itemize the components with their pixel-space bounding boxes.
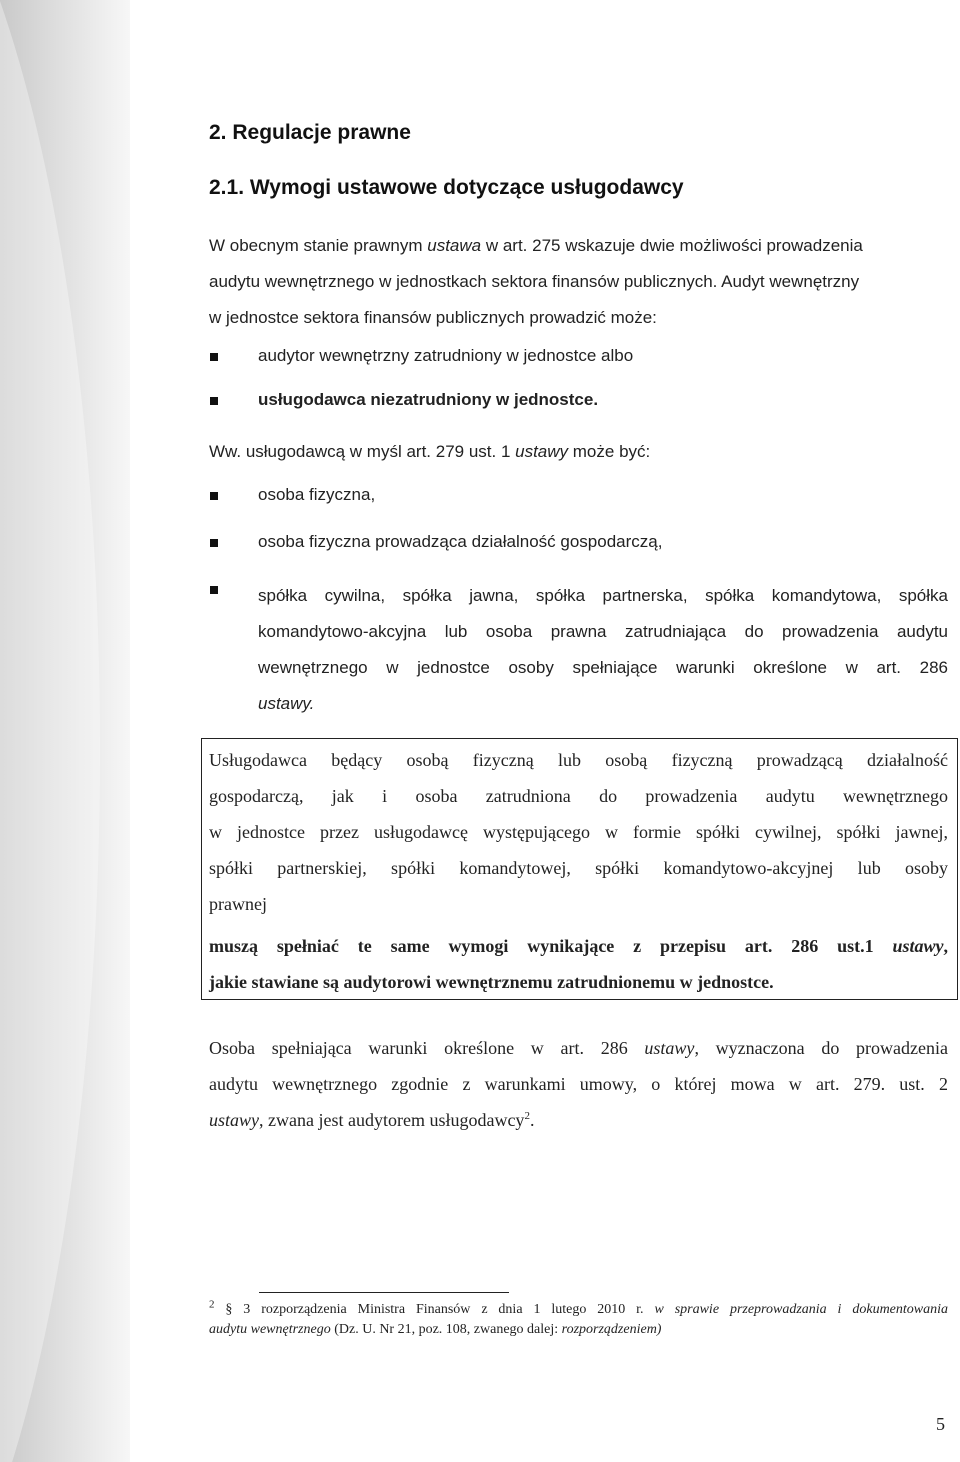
- highlight-box-text: Usługodawca będący osobą fizyczną lub osobą fizyczną prowadzącą działalność gospodarczą, jak i osoba zatrudniona do prowadzenia audytu wewnętrznego w jednostce przez usługodawcę występującego w formie spółki cywilnej, spółki jawnej, spółki partnerskiej, spółki komandytowej, spółki komandytowo-akcyjnej lub osoby prawnej muszą spełniać te same wymogi wynikające z przepisu art. 286 ust.1 ustawy, jakie stawiane są audytorowi wewnętrznemu zatrudnionemu w jednostce.: [209, 750, 948, 992]
- footnote-reference[interactable]: 2: [524, 1110, 530, 1122]
- bullet-marker: [210, 586, 218, 594]
- list-item: usługodawca niezatrudniony w jednostce.: [258, 390, 599, 409]
- intro-line-1: W obecnym stanie prawnym ustawa w art. 275 wskazuje dwie możliwości prowadzenia: [209, 236, 863, 255]
- bullet-marker: [210, 397, 218, 405]
- appointment-paragraph: Osoba spełniająca warunki określone w art. 286 ustawy, wyznaczona do prowadzenia audytu wewnętrznego zgodnie z warunkami umowy, o której mowa w art. 279. ust. 2 ustawy, zwana jest audytorem usługodawcy$^2$.: [209, 1038, 948, 1130]
- intro-line-3: w jednostce sektora finansów publicznych prowadzić może:: [209, 308, 657, 327]
- footnote: $^2$ § 3 rozporządzenia Ministra Finansów z dnia 1 lutego 2010 r. w sprawie przeprowadzania i dokumentowania audytu wewnętrznego (Dz. U. Nr 21, poz. 108, zwanego dalej: rozporządzeniem): [209, 1298, 949, 1337]
- list-item: osoba fizyczna,: [258, 485, 376, 504]
- footnote-separator: [259, 1292, 509, 1293]
- bullet-marker: [210, 492, 218, 500]
- bullet-marker: [210, 353, 218, 361]
- list-item: osoba fizyczna prowadząca działalność gospodarczą,: [258, 532, 663, 551]
- list-item: audytor wewnętrzny zatrudniony w jednostce albo: [258, 346, 634, 365]
- list-item: spółka cywilna, spółka jawna, spółka partnerska, spółka komandytowa, spółka komandytowo-akcyjna lub osoba prawna zatrudniająca do prowadzenia audytu wewnętrznego w jednostce osoby spełniające warunki określone w art. 286 ustawy.: [258, 586, 948, 713]
- intro-paragraph: [209, 228, 951, 336]
- subsection-heading: 2.1. Wymogi ustawowe dotyczące usługodawcy: [209, 176, 684, 199]
- page-number: 5: [936, 1414, 945, 1434]
- bullet-marker: [210, 539, 218, 547]
- intro-line-2: audytu wewnętrznego w jednostkach sektora finansów publicznych. Audyt wewnętrzny: [209, 272, 860, 291]
- section-heading: 2. Regulacje prawne: [209, 121, 411, 144]
- ww-paragraph: Ww. usługodawcą w myśl art. 279 ust. 1 ustawy może być:: [209, 442, 651, 461]
